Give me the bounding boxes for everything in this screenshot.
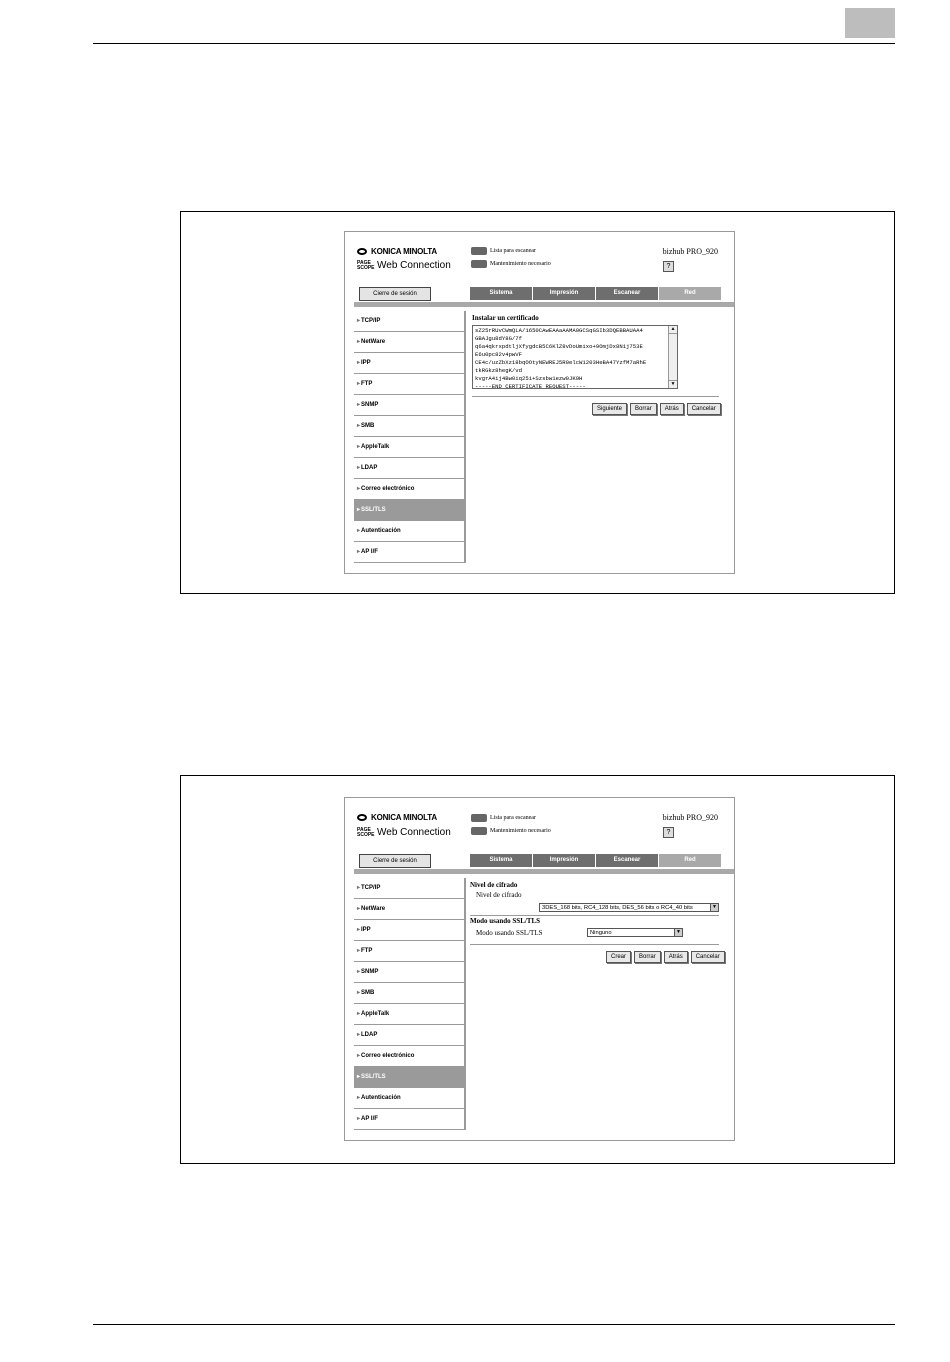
sidebar-item-snmp[interactable]: ▸ SNMP: [354, 962, 466, 983]
status-ready-text: Lista para escanear: [490, 815, 536, 821]
status-maintenance-text: Mantenimiento necesario: [490, 261, 551, 267]
sidebar-item-ssltls[interactable]: ▸ SSL/TLS: [354, 1067, 466, 1088]
main-tabs: [470, 287, 721, 300]
cancel-button[interactable]: Cancelar: [687, 403, 721, 415]
clear-button[interactable]: Borrar: [630, 403, 657, 415]
sidebar-item-ssltls[interactable]: ▸ SSL/TLS: [354, 500, 466, 521]
tab-underline-bar: [354, 869, 735, 874]
status-maintenance-text: Mantenimiento necesario: [490, 828, 551, 834]
figure-2: [180, 775, 895, 1164]
mode-label: Modo usando SSL/TLS: [476, 929, 543, 937]
chapter-tab: [845, 8, 895, 38]
cert-line: GBAJgu8dY8G/7f: [475, 335, 522, 342]
sidebar-item-ftp[interactable]: ▸ FTP: [354, 941, 466, 962]
sidebar: [354, 878, 466, 1130]
encryption-section-title: Nivel de cifrado: [470, 881, 518, 889]
printer-icon: [471, 247, 487, 255]
konica-logo-icon: [357, 814, 367, 821]
logout-button[interactable]: Cierre de sesión: [359, 287, 431, 301]
web-connection-logo: [357, 827, 451, 838]
create-button[interactable]: Crear: [606, 951, 631, 963]
sidebar-item-smb[interactable]: ▸ SMB: [354, 983, 466, 1004]
sidebar-item-correo[interactable]: ▸ Correo electrónico: [354, 1046, 466, 1067]
tab-sistema[interactable]: Sistema: [470, 287, 532, 300]
encryption-select-value: 3DES_168 bits, RC4_128 bits, DES_56 bits o RC4_40 bits: [542, 905, 693, 911]
action-buttons: [592, 403, 721, 415]
model-name: bizhub PRO_920: [662, 247, 718, 256]
web-connection-logo: [357, 260, 451, 271]
status-ready: [471, 814, 536, 822]
clear-button[interactable]: Borrar: [634, 951, 661, 963]
sidebar-item-apif[interactable]: ▸ AP I/F: [354, 1109, 466, 1130]
footer-rule: [93, 1324, 895, 1325]
cancel-button[interactable]: Cancelar: [691, 951, 725, 963]
back-button[interactable]: Atrás: [664, 951, 688, 963]
help-icon[interactable]: ?: [663, 261, 674, 272]
konica-logo-icon: [357, 248, 367, 255]
cert-line: kvgrA4ij4Bw0iq25i+Szsbw1ezw0JK9H: [475, 375, 583, 382]
status-ready-text: Lista para escanear: [490, 248, 536, 254]
separator: [470, 944, 719, 945]
tab-escanear[interactable]: Escanear: [595, 287, 658, 300]
cert-line: -----END CERTIFICATE REQUEST-----: [475, 383, 586, 389]
tab-impresion[interactable]: Impresión: [532, 854, 595, 867]
mode-select[interactable]: [587, 928, 683, 937]
sidebar-item-smb[interactable]: ▸ SMB: [354, 416, 466, 437]
sidebar-item-correo[interactable]: ▸ Correo electrónico: [354, 479, 466, 500]
tab-red[interactable]: Red: [658, 287, 721, 300]
tab-underline-bar: [354, 302, 735, 307]
action-buttons: [606, 951, 725, 963]
page-scope-label: PAGE SCOPE: [357, 826, 375, 838]
sidebar-item-autenticacion[interactable]: ▸ Autenticación: [354, 521, 466, 542]
encryption-label: Nivel de cifrado: [476, 891, 522, 899]
sidebar: [354, 311, 466, 563]
web-connection-label: Web Connection: [377, 260, 451, 271]
status-maintenance: [471, 260, 551, 268]
main-tabs: [470, 854, 721, 867]
printer-icon: [471, 814, 487, 822]
logout-button[interactable]: Cierre de sesión: [359, 854, 431, 868]
model-name: bizhub PRO_920: [662, 813, 718, 822]
brand-name: KONICA MINOLTA: [371, 247, 437, 256]
page-scope-label: PAGE SCOPE: [357, 259, 375, 271]
brand-logo: [357, 247, 437, 256]
section-title: Instalar un certificado: [472, 314, 539, 322]
back-button[interactable]: Atrás: [660, 403, 684, 415]
sidebar-item-apif[interactable]: ▸ AP I/F: [354, 542, 466, 563]
sidebar-item-ipp[interactable]: ▸ IPP: [354, 353, 466, 374]
maintenance-icon: [471, 827, 487, 835]
sidebar-item-ldap[interactable]: ▸ LDAP: [354, 1025, 466, 1046]
encryption-select[interactable]: [539, 903, 719, 912]
mode-select-value: Ninguno: [590, 930, 612, 936]
status-maintenance: [471, 827, 551, 835]
sidebar-item-netware[interactable]: ▸ NetWare: [354, 899, 466, 920]
chevron-down-icon[interactable]: ▼: [674, 929, 682, 936]
sidebar-item-autenticacion[interactable]: ▸ Autenticación: [354, 1088, 466, 1109]
cert-line: q6a4qkrxpdtljXfygdcB5C6KlZ8vDoUmixo+9OmjDx8N1j753E: [475, 343, 643, 350]
sidebar-item-appletalk[interactable]: ▸ AppleTalk: [354, 437, 466, 458]
textarea-scrollbar[interactable]: [668, 326, 677, 388]
separator: [470, 915, 719, 916]
separator: [472, 396, 719, 397]
tab-escanear[interactable]: Escanear: [595, 854, 658, 867]
certificate-textarea[interactable]: [472, 325, 678, 389]
brand-logo: [357, 813, 437, 822]
sidebar-item-tcpip[interactable]: ▸ TCP/IP: [354, 878, 466, 899]
brand-name: KONICA MINOLTA: [371, 813, 437, 822]
scroll-up-icon[interactable]: ▲: [669, 326, 677, 334]
tab-sistema[interactable]: Sistema: [470, 854, 532, 867]
cert-line: E6u0pc82v4pwVF: [475, 351, 522, 358]
cert-line: sZ25rRUvCWmQLA/1650CAwEAAaAAMA0GCSqGSIb3DQEBBAUAA4: [475, 327, 643, 334]
sidebar-item-appletalk[interactable]: ▸ AppleTalk: [354, 1004, 466, 1025]
cert-line: CE4c/uzZbXz18bqOOtyNEWREJ5R0elcW1203HeBA47YzfM7aRhE: [475, 359, 647, 366]
maintenance-icon: [471, 260, 487, 268]
screenshot-encryption-level: [344, 797, 735, 1141]
sidebar-item-netware[interactable]: ▸ NetWare: [354, 332, 466, 353]
cert-line: tkRGkz8hegK/vd: [475, 367, 522, 374]
sidebar-item-ldap[interactable]: ▸ LDAP: [354, 458, 466, 479]
status-ready: [471, 247, 536, 255]
chevron-down-icon[interactable]: ▼: [710, 904, 718, 911]
figure-1: [180, 211, 895, 594]
screenshot-install-certificate: [344, 231, 735, 574]
sidebar-item-ftp[interactable]: ▸ FTP: [354, 374, 466, 395]
scroll-down-icon[interactable]: ▼: [669, 380, 677, 388]
next-button[interactable]: Siguiente: [592, 403, 627, 415]
tab-red[interactable]: Red: [658, 854, 721, 867]
sidebar-item-tcpip[interactable]: ▸ TCP/IP: [354, 311, 466, 332]
web-connection-label: Web Connection: [377, 827, 451, 838]
sidebar-item-ipp[interactable]: ▸ IPP: [354, 920, 466, 941]
header-rule: [93, 43, 895, 44]
sidebar-item-snmp[interactable]: ▸ SNMP: [354, 395, 466, 416]
tab-impresion[interactable]: Impresión: [532, 287, 595, 300]
help-icon[interactable]: ?: [663, 827, 674, 838]
mode-section-title: Modo usando SSL/TLS: [470, 917, 541, 925]
